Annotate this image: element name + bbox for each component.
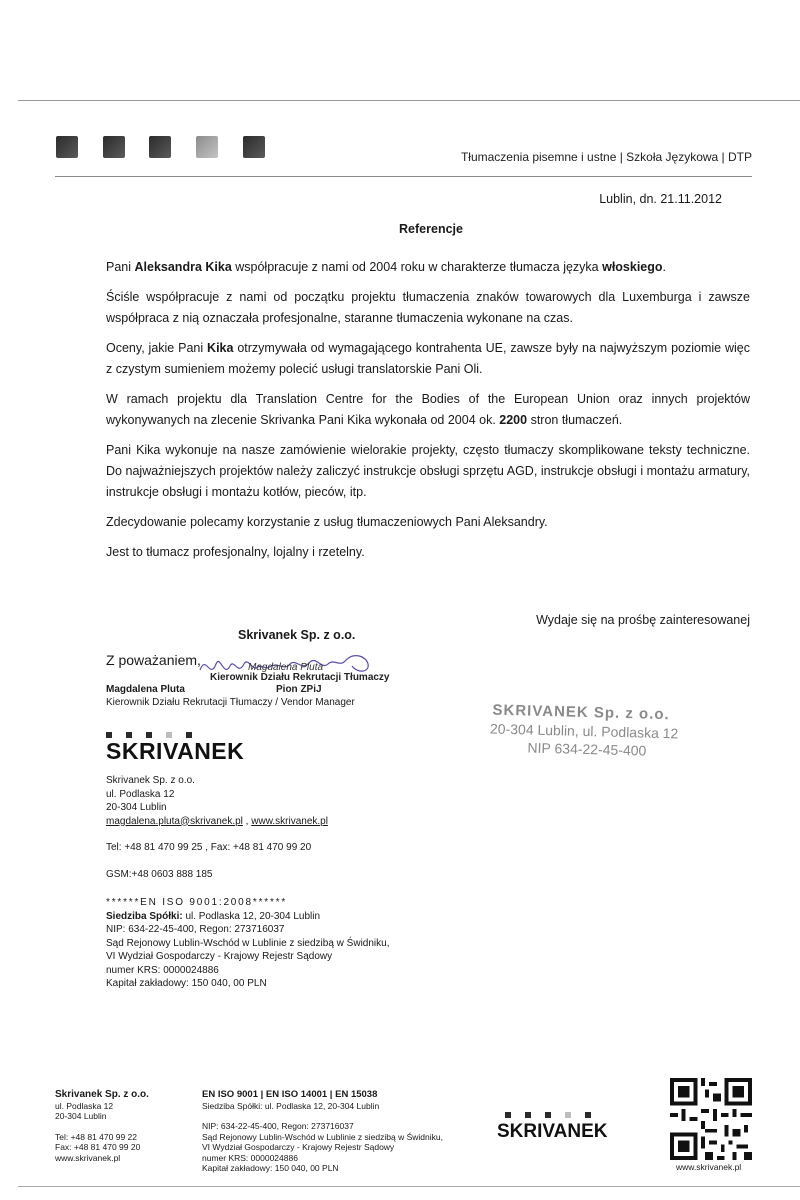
footer-company: Skrivanek Sp. z o.o.: [55, 1089, 149, 1100]
header-tagline: Tłumaczenia pisemne i ustne | Szkoła Językowa | DTP: [460, 150, 752, 164]
header-divider: [55, 176, 752, 177]
text: stron tłumaczeń.: [527, 413, 623, 427]
logo-square: [149, 136, 171, 158]
seat-value: ul. Podlaska 12, 20-304 Lublin: [182, 910, 321, 922]
footer-capital: Kapitał zakładowy: 150 040, 00 PLN: [202, 1163, 339, 1173]
footer-registry: [202, 1090, 443, 1174]
footer-tel: Tel: +48 81 470 99 22: [55, 1131, 137, 1142]
text: W ramach projektu dla Translation Centre for the Bodies of the European Union oraz innych projektów wykonywanych na zlecenie Skrivanka Pani Kika wykonała od 2004 ok.: [106, 392, 750, 427]
footer-brand-text: SKRIVANEK: [497, 1121, 608, 1142]
iso-line: ******EN ISO 9001:2008******: [106, 897, 288, 908]
qr-code-icon: [670, 1078, 752, 1160]
logo-square: [103, 136, 125, 158]
text: otrzymywała od wymagającego kontrahenta UE, zawsze były na najwyższym poziomie więc z czystym sumieniem możemy polecić usługi translatorskie Pani Oli.: [106, 341, 750, 376]
letter-title: Referencje: [399, 222, 463, 236]
text: .: [662, 260, 667, 274]
stamp-nip: NIP 634-22-45-400: [527, 739, 647, 759]
stamp-address: 20-304 Lublin, ul. Podlaska 12: [489, 720, 679, 742]
contact-address: [106, 774, 328, 828]
contact-links: [106, 815, 328, 829]
footer-city: 20-304 Lublin: [55, 1111, 107, 1121]
spacer: [55, 1122, 149, 1132]
paragraph-4: [106, 389, 750, 431]
text: Pani: [106, 260, 135, 274]
footer-address: [55, 1090, 149, 1163]
stamp-name: Magdalena Pluta: [248, 662, 324, 673]
brand-square: [505, 1112, 511, 1118]
brand-square: [565, 1112, 571, 1118]
website-link[interactable]: www.skrivanek.pl: [251, 815, 328, 827]
spacer: [202, 1111, 443, 1121]
logo-square: [196, 136, 218, 158]
contact-city: 20-304 Lublin: [106, 802, 167, 813]
brand-logo-text: SKRIVANEK: [106, 738, 245, 764]
footer-nip: NIP: 634-22-45-400, Regon: 273716037: [202, 1121, 354, 1131]
page-count: 2200: [499, 413, 528, 427]
brand-square: [545, 1112, 551, 1118]
footer-dept: VI Wydział Gospodarczy - Krajowy Rejestr Sądowy: [202, 1142, 395, 1152]
court-line: Sąd Rejonowy Lublin-Wschód w Lublinie z siedzibą w Świdniku,: [106, 937, 390, 949]
text: współpracuje z nami od 2004 roku w charakterze tłumacza języka: [231, 260, 603, 274]
brand-square: [585, 1112, 591, 1118]
footer-iso: EN ISO 9001 | EN ISO 14001 | EN 15038: [202, 1089, 378, 1100]
capital-line: Kapitał zakładowy: 150 040, 00 PLN: [106, 978, 267, 989]
footer-seat: Siedziba Spółki: ul. Podlaska 12, 20-304 Lublin: [202, 1100, 380, 1111]
paragraph-1: [106, 257, 750, 278]
text: Oceny, jakie Pani: [106, 341, 208, 355]
contact-street: ul. Podlaska 12: [106, 788, 175, 800]
email-link[interactable]: magdalena.pluta@skrivanek.pl: [106, 815, 243, 827]
top-scan-line: [18, 100, 800, 101]
person-name: Aleksandra Kika: [134, 260, 232, 274]
footer-krs: numer KRS: 0000024886: [202, 1152, 298, 1163]
link-separator: ,: [242, 815, 252, 827]
paragraph-2: Ściśle współpracuje z nami od początku projektu tłumaczenia znaków towarowych dla Luxemburga i zawsze współpraca z nią oznaczała profesjonalne, staranne tłumaczenia wykonane na czas.: [106, 290, 750, 325]
stamp-company-name: SKRIVANEK Sp. z o.o.: [492, 701, 670, 724]
closing-regards: Z poważaniem,: [106, 652, 201, 668]
letter-body: [106, 257, 750, 572]
signatory-role: Kierownik Działu Rekrutacji Tłumaczy / Vendor Manager: [106, 697, 355, 708]
contact-phone: Tel: +48 81 470 99 25 , Fax: +48 81 470 99 20: [106, 842, 312, 853]
bottom-scan-line: [18, 1186, 800, 1187]
seat-line: [106, 910, 389, 924]
letter-date: Lublin, dn. 21.11.2012: [599, 192, 722, 206]
footer-fax: Fax: +48 81 470 99 20: [55, 1142, 141, 1152]
stamp-unit: Pion ZPiJ: [276, 684, 322, 695]
contact-company: Skrivanek Sp. z o.o.: [106, 775, 195, 786]
krs-line: numer KRS: 0000024886: [106, 964, 219, 976]
paragraph-5: Pani Kika wykonuje na nasze zamówienie wielorakie projekty, często tłumaczy skomplikowane teksty techniczne. Do najważniejszych projektów należy zaliczyć instrukcje obsługi sprzętu AGD, instrukcje obsługi i montażu armatury, instrukcje obsługi i montażu kotłów, pieców, itp.: [106, 443, 750, 499]
contact-gsm: GSM:+48 0603 888 185: [106, 869, 213, 880]
person-surname: Kika: [207, 341, 234, 355]
footer-web: www.skrivanek.pl: [55, 1152, 121, 1163]
nip-regon-line: NIP: 634-22-45-400, Regon: 273716037: [106, 924, 285, 935]
logo-square: [243, 136, 265, 158]
paragraph-6: Zdecydowanie polecamy korzystanie z usług tłumaczeniowych Pani Aleksandry.: [106, 515, 548, 529]
signatory-name: Magdalena Pluta: [106, 684, 185, 695]
paragraph-3: [106, 338, 750, 380]
issued-note: Wydaje się na prośbę zainteresowanej: [536, 613, 750, 627]
stamp-role: Kierownik Działu Rekrutacji Tłumaczy: [210, 672, 390, 683]
qr-url: www.skrivanek.pl: [676, 1162, 742, 1172]
company-stamp: [491, 702, 679, 761]
brand-square: [525, 1112, 531, 1118]
registry-info: [106, 896, 389, 991]
signature-company: Skrivanek Sp. z o.o.: [238, 628, 356, 642]
logo-square: [56, 136, 78, 158]
paragraph-7: Jest to tłumacz profesjonalny, lojalny i rzetelny.: [106, 545, 365, 559]
language: włoskiego: [602, 260, 663, 274]
dept-line: VI Wydział Gospodarczy - Krajowy Rejestr Sądowy: [106, 951, 333, 962]
footer-court: Sąd Rejonowy Lublin-Wschód w Lublinie z siedzibą w Świdniku,: [202, 1131, 443, 1142]
footer-street: ul. Podlaska 12: [55, 1100, 114, 1111]
seat-label: Siedziba Spółki:: [106, 910, 183, 922]
